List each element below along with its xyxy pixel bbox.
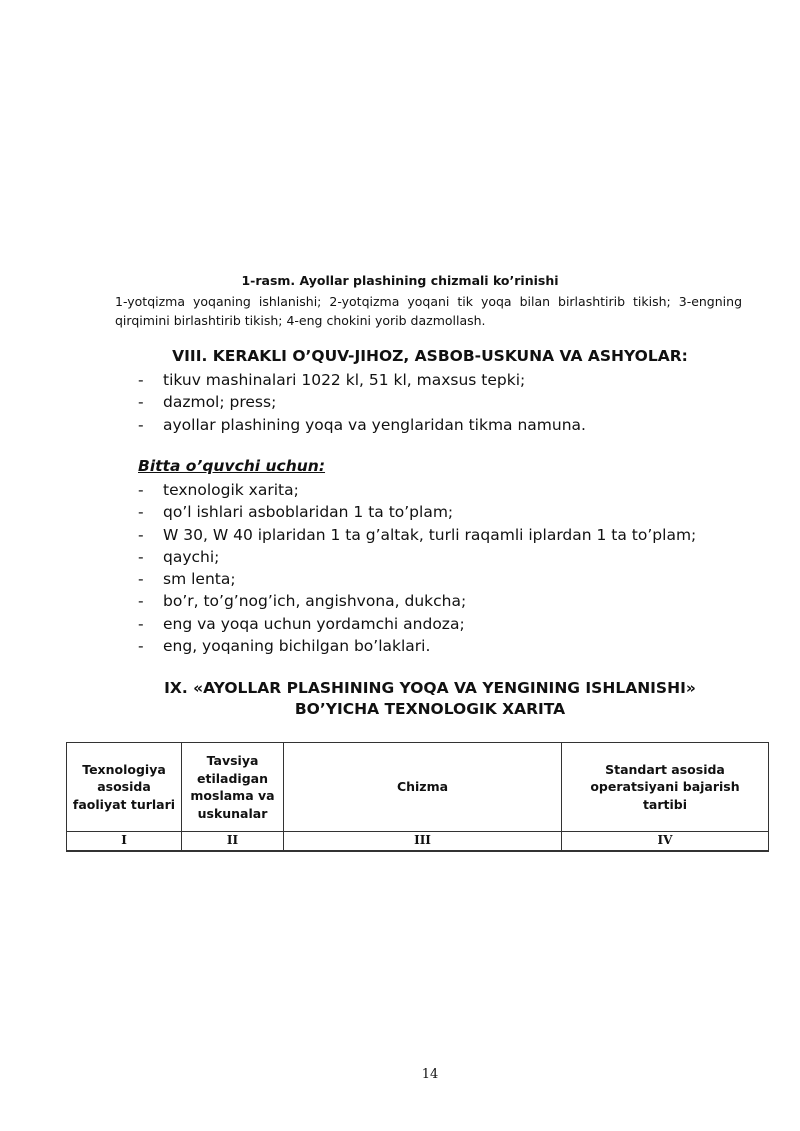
list-item-text: texnologik xarita; [163, 481, 299, 499]
figure-caption-line: 1-yotqizma yoqaning ishlanishi; 2-yotqizma yoqani tik yoqa bilan birlashtirib tikish; 3-engning [115, 294, 742, 309]
table-header-cell: Standart asosida operatsiyani bajarish tartibi [562, 743, 769, 832]
list-item: - eng, yoqaning bichilgan bo’laklari. [138, 637, 431, 656]
equipment-list [138, 369, 586, 436]
list-item: - qo’l ishlari asboblaridan 1 ta to’plam; [138, 503, 454, 522]
list-item-text: bo’r, to’g’nog’ich, angishvona, dukcha; [163, 592, 467, 611]
list-item: - bo’r, to’g’nog’ich, angishvona, dukcha; [138, 592, 467, 611]
section-heading-line1: IX. «AYOLLAR PLASHINING YOQA VA YENGINING ISHLANISHI» [164, 679, 696, 697]
table-header-row [67, 743, 769, 832]
student-materials-list [138, 479, 696, 657]
page-number: 14 [421, 1067, 439, 1082]
table-header-cell: Tavsiya etiladigan moslama va uskunalar [182, 743, 284, 832]
figure-caption-line: qirqimini birlashtirib tikish; 4-eng chokini yorib dazmollash. [115, 313, 486, 328]
list-item: - dazmol; press; [138, 393, 277, 412]
list-item-text: ayollar plashining yoqa va yenglaridan tikma namuna. [163, 415, 586, 434]
list-item-text: W 30, W 40 iplaridan 1 ta g’altak, turli raqamli iplardan 1 ta to’plam; [163, 525, 697, 544]
section-heading-line2: BO’YICHA TEXNOLOGIK XARITA [294, 700, 566, 718]
figure-caption-body [115, 292, 742, 330]
list-item-text: qo’l ishlari asboblaridan 1 ta to’plam; [163, 503, 454, 522]
table-row [67, 832, 769, 852]
list-item-text: sm lenta; [163, 570, 236, 589]
list-item: - ayollar plashining yoqa va yenglaridan tikma namuna. [138, 415, 586, 434]
list-item: - eng va yoqa uchun yordamchi andoza; [138, 614, 465, 633]
list-item: - qaychi; [138, 547, 220, 566]
list-item: - W 30, W 40 iplaridan 1 ta g’altak, turli raqamli iplardan 1 ta to’plam; [138, 525, 697, 544]
list-item-text: qaychi; [163, 547, 220, 566]
subheading: Bitta o’quvchi uchun: [138, 457, 326, 475]
table-cell: II [182, 832, 284, 852]
list-item-text: eng, yoqaning bichilgan bo’laklari. [163, 637, 431, 656]
table-cell: I [67, 832, 182, 852]
table-cell: III [284, 832, 562, 852]
list-item-text: dazmol; press; [163, 393, 277, 412]
list-item: - sm lenta; [138, 570, 236, 589]
list-item: - tikuv mashinalari 1022 kl, 51 kl, maxsus tepki; [138, 371, 526, 389]
technology-card-table [66, 742, 769, 852]
table-header-cell: Chizma [284, 743, 562, 832]
table-header-cell: Texnologiya asosida faoliyat turlari [67, 743, 182, 832]
list-item-text: eng va yoqa uchun yordamchi andoza; [163, 614, 465, 633]
list-item: - texnologik xarita; [138, 481, 299, 499]
table-cell: IV [562, 832, 769, 852]
list-item-text: tikuv mashinalari 1022 kl, 51 kl, maxsus tepki; [163, 371, 526, 389]
figure-caption-title: 1-rasm. Ayollar plashining chizmali ko’rinishi [241, 273, 559, 288]
section-heading: VIII. KERAKLI O’QUV-JIHOZ, ASBOB-USKUNA VA ASHYOLAR: [172, 347, 688, 365]
